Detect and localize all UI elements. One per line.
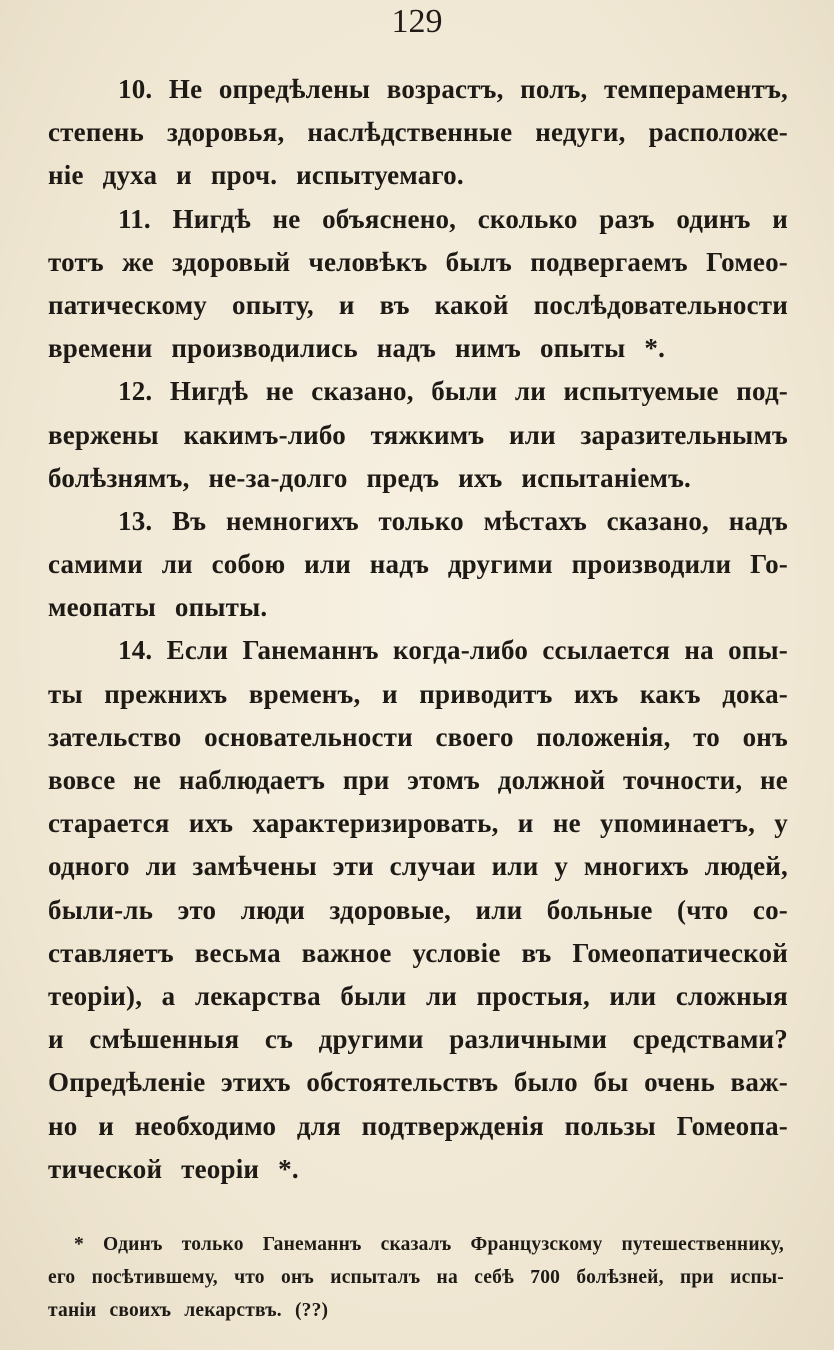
text-line: тотъ же здоровый человѣкъ былъ подвергаемъ Гомео- [48, 246, 788, 277]
text-line: теоріи), а лекарства были ли простыя, или сложныя [48, 980, 788, 1011]
text-line: были-ль это люди здоровые, или больные (что со- [48, 894, 788, 925]
text-line: старается ихъ характеризировать, и не упоминаетъ, у [48, 808, 788, 839]
text-line: тической теоріи *. [48, 1153, 299, 1184]
text-line: вовсе не наблюдаетъ при этомъ должной точности, не [48, 765, 788, 795]
text-line: и смѣшенныя съ другими различными средствами? [48, 1024, 788, 1055]
text-line: 14. Если Ганеманнъ когда-либо ссылается на опы- [118, 635, 788, 666]
text-line: патическому опыту, и въ какой послѣдовательности [48, 289, 788, 320]
footnote-line: его посѣтившему, что онъ испыталъ на себѣ 700 болѣзней, при испы- [48, 1267, 784, 1288]
text-line: самими ли собою или надъ другими производили Го- [48, 549, 788, 580]
text-line: ставляетъ весьма важное условіе въ Гомеопатической [48, 937, 788, 968]
text-line: степень здоровья, наслѣдственные недуги, расположе- [48, 117, 788, 148]
text-line: меопаты опыты. [48, 592, 268, 623]
text-line: но и необходимо для подтвержденія пользы Гомеопа- [48, 1110, 788, 1141]
footnote [48, 1228, 784, 1327]
page-number: 129 [391, 3, 443, 40]
text-line: Опредѣленіе этихъ обстоятельствъ было бы очень важ- [48, 1067, 788, 1098]
text-line: ты прежнихъ временъ, и приводитъ ихъ какъ дока- [48, 678, 788, 709]
text-line: вержены какимъ-либо тяжкимъ или заразительнымъ [48, 419, 788, 450]
body-text [48, 68, 788, 1191]
footnote-line: * Одинъ только Ганеманнъ сказалъ Французскому путешественнику, [74, 1234, 784, 1255]
text-line: 12. Нигдѣ не сказано, были ли испытуемые под- [118, 376, 788, 407]
footnote-line: таніи своихъ лекарствъ. (??) [48, 1300, 329, 1321]
text-line: зательство основательности своего положенія, то онъ [48, 721, 788, 752]
text-line: ніе духа и проч. испытуемаго. [48, 160, 464, 191]
text-line: одного ли замѣчены эти случаи или у многихъ людей, [48, 851, 788, 882]
text-line: 10. Не опредѣлены возрастъ, полъ, темпераментъ, [118, 74, 788, 104]
text-line: 11. Нигдѣ не объяснено, сколько разъ одинъ и [118, 203, 788, 234]
text-line: времени производились надъ нимъ опыты *. [48, 333, 666, 364]
text-line: 13. Въ немногихъ только мѣстахъ сказано, надъ [118, 505, 788, 536]
text-line: болѣзнямъ, не-за-долго предъ ихъ испытаніемъ. [48, 462, 692, 493]
